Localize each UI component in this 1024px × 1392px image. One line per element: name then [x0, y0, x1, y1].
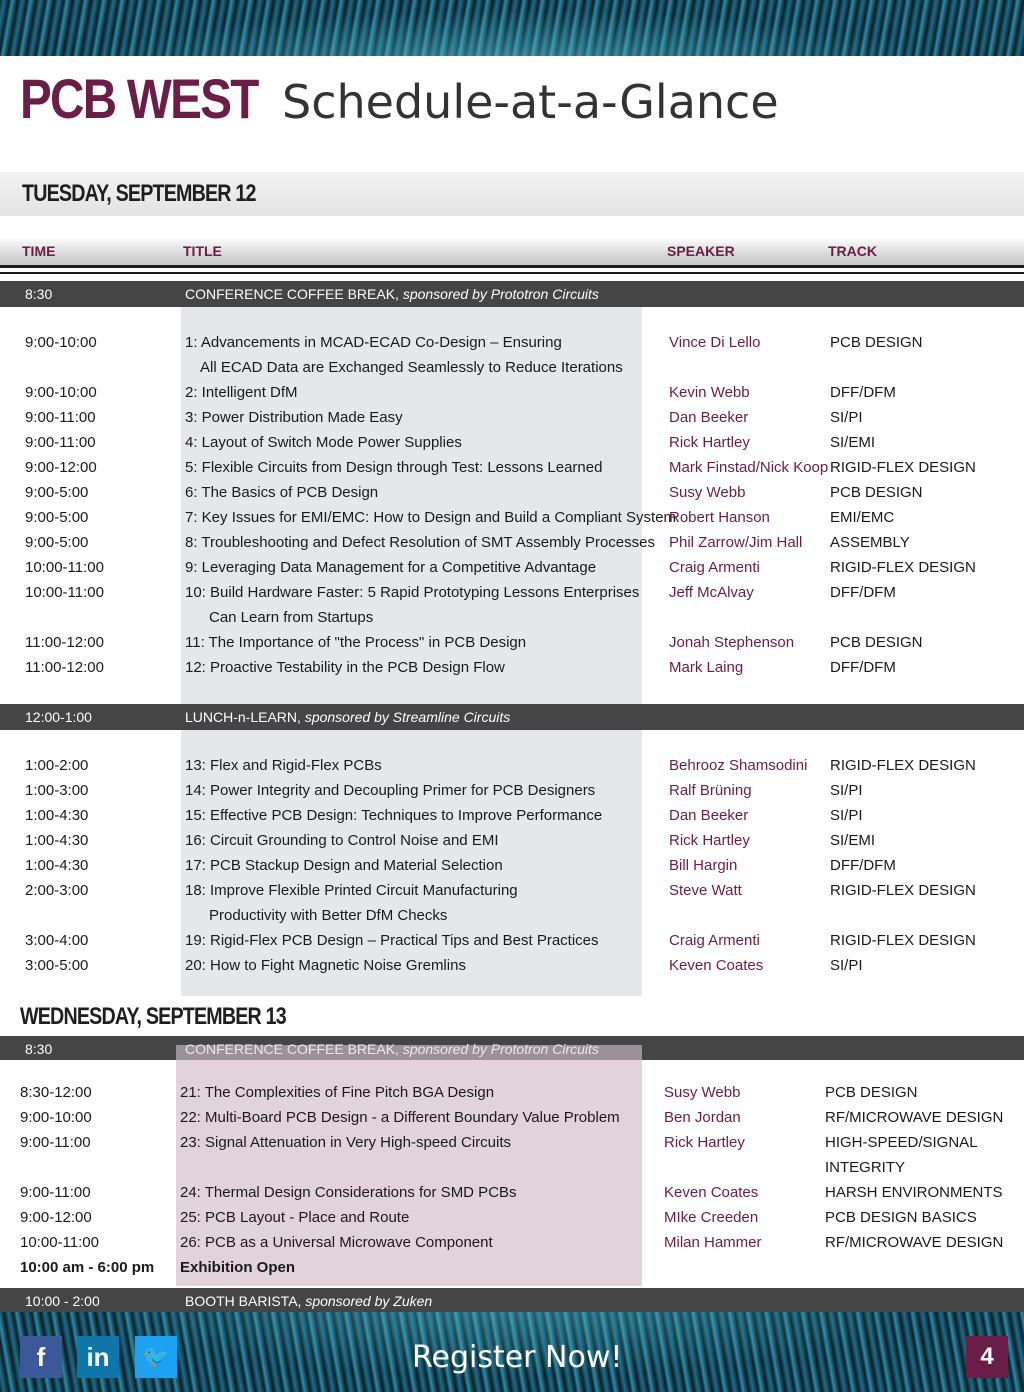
table-row	[0, 854, 1024, 879]
session-title: 11: The Importance of "the Process" in PCB Design	[185, 634, 527, 651]
table-row	[0, 804, 1024, 829]
break-description: CONFERENCE COFFEE BREAK, sponsored by Prototron Circuits	[185, 286, 599, 302]
session-track: DFF/DFM	[830, 584, 896, 601]
column-speaker: SPEAKER	[667, 243, 735, 259]
session-speaker: Rick Hartley	[669, 832, 750, 849]
session-title: 10: Build Hardware Faster: 5 Rapid Prototyping Lessons Enterprises	[185, 584, 640, 601]
session-track: HIGH-SPEED/SIGNAL	[825, 1134, 978, 1151]
table-row	[0, 356, 1024, 381]
table-row	[0, 606, 1024, 631]
session-track: PCB DESIGN	[830, 634, 923, 651]
session-track: RIGID-FLEX DESIGN	[830, 882, 976, 899]
session-speaker: Steve Watt	[669, 882, 742, 899]
table-row	[0, 331, 1024, 356]
break-description: BOOTH BARISTA, sponsored by Zuken	[185, 1293, 433, 1309]
session-track: RIGID-FLEX DESIGN	[830, 559, 976, 576]
table-row	[0, 431, 1024, 456]
session-title: Exhibition Open	[180, 1259, 295, 1276]
session-title: 15: Effective PCB Design: Techniques to Improve Performance	[185, 807, 603, 824]
table-row	[0, 1206, 1024, 1231]
table-row	[0, 754, 1024, 779]
table-row	[0, 1181, 1024, 1206]
session-title: 9: Leveraging Data Management for a Competitive Advantage	[185, 559, 597, 576]
session-speaker: Keven Coates	[664, 1184, 759, 1201]
session-time: 10:00-11:00	[20, 1234, 99, 1251]
day-label-tuesday: TUESDAY, SEPTEMBER 12	[22, 180, 256, 207]
session-track: DFF/DFM	[830, 659, 896, 676]
session-speaker: Phil Zarrow/Jim Hall	[669, 534, 803, 551]
session-title: 1: Advancements in MCAD-ECAD Co-Design – Ensuring	[185, 334, 562, 351]
session-time: 1:00-3:00	[25, 782, 89, 799]
session-track: INTEGRITY	[825, 1159, 906, 1176]
table-row	[0, 829, 1024, 854]
session-title: 21: The Complexities of Fine Pitch BGA Design	[180, 1084, 495, 1101]
session-time: 3:00-4:00	[25, 932, 89, 949]
session-speaker: Craig Armenti	[669, 559, 760, 576]
column-time: TIME	[22, 243, 56, 259]
column-header	[0, 237, 1024, 268]
session-track: EMI/EMC	[830, 509, 895, 526]
session-title: 24: Thermal Design Considerations for SMD PCBs	[180, 1184, 517, 1201]
session-time: 9:00-11:00	[20, 1134, 91, 1151]
session-speaker: Kevin Webb	[669, 384, 750, 401]
linkedin-icon[interactable]: in	[77, 1336, 119, 1378]
session-time: 11:00-12:00	[25, 659, 104, 676]
session-title: 14: Power Integrity and Decoupling Primer for PCB Designers	[185, 782, 596, 799]
session-title: 5: Flexible Circuits from Design through Test: Lessons Learned	[185, 459, 603, 476]
session-title: 7: Key Issues for EMI/EMC: How to Design and Build a Compliant System	[185, 509, 677, 526]
session-track: PCB DESIGN BASICS	[825, 1209, 977, 1226]
break-bar-wednesday-barista	[0, 1288, 1024, 1312]
session-track: SI/EMI	[830, 434, 876, 451]
session-title: 4: Layout of Switch Mode Power Supplies	[185, 434, 462, 451]
session-time: 10:00-11:00	[25, 559, 104, 576]
table-row	[0, 456, 1024, 481]
session-track: PCB DESIGN	[830, 484, 923, 501]
session-track: PCB DESIGN	[825, 1084, 918, 1101]
table-row	[0, 1256, 1024, 1281]
session-track: RIGID-FLEX DESIGN	[830, 459, 976, 476]
session-speaker: MIke Creeden	[664, 1209, 759, 1226]
session-speaker: Behrooz Shamsodini	[669, 757, 808, 774]
session-speaker: Milan Hammer	[664, 1234, 762, 1251]
break-bar-tuesday-coffee	[0, 281, 1024, 307]
session-time: 9:00-12:00	[25, 459, 97, 476]
session-title: 8: Troubleshooting and Defect Resolution of SMT Assembly Processes	[185, 534, 655, 551]
table-row	[0, 581, 1024, 606]
twitter-icon[interactable]: 🐦	[135, 1336, 177, 1378]
session-time: 9:00-11:00	[25, 409, 96, 426]
session-time: 9:00-11:00	[20, 1184, 91, 1201]
session-track: PCB DESIGN	[830, 334, 923, 351]
top-banner	[0, 0, 1024, 56]
session-time: 3:00-5:00	[25, 957, 89, 974]
session-time: 10:00-11:00	[25, 584, 104, 601]
session-time: 10:00 am - 6:00 pm	[20, 1259, 155, 1276]
session-time: 8:30-12:00	[20, 1084, 92, 1101]
table-row	[0, 406, 1024, 431]
table-row	[0, 381, 1024, 406]
session-title: 6: The Basics of PCB Design	[185, 484, 379, 501]
table-row	[0, 904, 1024, 929]
session-track: SI/PI	[830, 807, 863, 824]
session-speaker: Ben Jordan	[664, 1109, 741, 1126]
session-track: HARSH ENVIRONMENTS	[825, 1184, 1003, 1201]
brand-logo: PCB WEST	[20, 67, 258, 130]
column-title: TITLE	[183, 243, 222, 259]
session-time: 9:00-12:00	[20, 1209, 92, 1226]
table-row	[0, 531, 1024, 556]
session-time: 2:00-3:00	[25, 882, 89, 899]
session-title: 17: PCB Stackup Design and Material Selection	[185, 857, 503, 874]
session-speaker: Rick Hartley	[664, 1134, 745, 1151]
session-speaker: Bill Hargin	[669, 857, 738, 874]
page-title	[20, 66, 779, 136]
session-title: 18: Improve Flexible Printed Circuit Manufacturing	[185, 882, 518, 899]
table-row	[0, 506, 1024, 531]
session-time: 9:00-10:00	[25, 334, 97, 351]
session-track: RF/MICROWAVE DESIGN	[825, 1109, 1004, 1126]
day-label-wednesday: WEDNESDAY, SEPTEMBER 13	[20, 1003, 286, 1030]
table-row	[0, 929, 1024, 954]
page-number: 4	[966, 1336, 1008, 1378]
table-row	[0, 879, 1024, 904]
session-track: RF/MICROWAVE DESIGN	[825, 1234, 1004, 1251]
table-row	[0, 556, 1024, 581]
session-speaker: Jonah Stephenson	[669, 634, 795, 651]
page-subtitle: Schedule-at-a-Glance	[282, 75, 779, 129]
header-rule	[0, 272, 1024, 274]
session-time: 1:00-4:30	[25, 807, 89, 824]
table-row	[0, 779, 1024, 804]
session-track: RIGID-FLEX DESIGN	[830, 932, 976, 949]
session-time: 1:00-2:00	[25, 757, 89, 774]
table-row	[0, 481, 1024, 506]
session-speaker: Dan Beeker	[669, 409, 749, 426]
session-track: SI/EMI	[830, 832, 876, 849]
table-row	[0, 1231, 1024, 1256]
table-row	[0, 954, 1024, 979]
session-title: 25: PCB Layout - Place and Route	[180, 1209, 410, 1226]
break-time: 8:30	[25, 286, 53, 302]
session-speaker: Mark Laing	[669, 659, 744, 676]
session-speaker: Mark Finstad/Nick Koop	[669, 459, 829, 476]
break-time: 8:30	[25, 1041, 53, 1057]
session-speaker: Susy Webb	[664, 1084, 741, 1101]
column-track: TRACK	[828, 243, 877, 259]
session-track: RIGID-FLEX DESIGN	[830, 757, 976, 774]
session-speaker: Craig Armenti	[669, 932, 760, 949]
session-speaker: Vince Di Lello	[669, 334, 761, 351]
session-time: 9:00-5:00	[25, 484, 89, 501]
session-title: 16: Circuit Grounding to Control Noise and EMI	[185, 832, 499, 849]
session-track: SI/PI	[830, 782, 863, 799]
session-track: SI/PI	[830, 409, 863, 426]
session-speaker: Ralf Brüning	[669, 782, 752, 799]
register-now-link[interactable]: Register Now!	[412, 1340, 623, 1375]
session-track: ASSEMBLY	[830, 534, 910, 551]
session-title: 12: Proactive Testability in the PCB Design Flow	[185, 659, 505, 676]
table-row	[0, 656, 1024, 681]
session-title: 26: PCB as a Universal Microwave Component	[180, 1234, 493, 1251]
session-time: 1:00-4:30	[25, 832, 89, 849]
session-title: 23: Signal Attenuation in Very High-speed Circuits	[180, 1134, 512, 1151]
session-title: Can Learn from Startups	[209, 609, 374, 626]
table-row	[0, 1081, 1024, 1106]
table-row	[0, 631, 1024, 656]
session-title: Productivity with Better DfM Checks	[209, 907, 448, 924]
session-track: DFF/DFM	[830, 857, 896, 874]
session-time: 1:00-4:30	[25, 857, 89, 874]
session-speaker: Robert Hanson	[669, 509, 770, 526]
break-time: 10:00 - 2:00	[25, 1293, 100, 1309]
table-row	[0, 1106, 1024, 1131]
session-track: DFF/DFM	[830, 384, 896, 401]
session-speaker: Dan Beeker	[669, 807, 749, 824]
session-speaker: Rick Hartley	[669, 434, 750, 451]
session-speaker: Jeff McAlvay	[669, 584, 754, 601]
session-time: 9:00-5:00	[25, 534, 89, 551]
table-row	[0, 1131, 1024, 1156]
session-title: 22: Multi-Board PCB Design - a Different Boundary Value Problem	[180, 1109, 620, 1126]
session-track: SI/PI	[830, 957, 863, 974]
title-column-shade-overlay	[176, 1045, 642, 1060]
session-title: All ECAD Data are Exchanged Seamlessly to Reduce Iterations	[200, 359, 623, 376]
session-speaker: Susy Webb	[669, 484, 746, 501]
session-time: 9:00-11:00	[25, 434, 96, 451]
session-title: 19: Rigid-Flex PCB Design – Practical Tips and Best Practices	[185, 932, 599, 949]
session-time: 9:00-10:00	[25, 384, 97, 401]
session-speaker: Keven Coates	[669, 957, 764, 974]
break-time: 12:00-1:00	[25, 709, 92, 725]
session-title: 3: Power Distribution Made Easy	[185, 409, 403, 426]
session-time: 11:00-12:00	[25, 634, 104, 651]
session-title: 13: Flex and Rigid-Flex PCBs	[185, 757, 382, 774]
session-title: 2: Intelligent DfM	[185, 384, 298, 401]
break-description: LUNCH-n-LEARN, sponsored by Streamline Circuits	[185, 709, 511, 725]
table-row	[0, 1156, 1024, 1181]
facebook-icon[interactable]: f	[20, 1336, 62, 1378]
break-bar-tuesday-lunch	[0, 704, 1024, 730]
session-time: 9:00-5:00	[25, 509, 89, 526]
session-time: 9:00-10:00	[20, 1109, 92, 1126]
session-title: 20: How to Fight Magnetic Noise Gremlins	[185, 957, 466, 974]
